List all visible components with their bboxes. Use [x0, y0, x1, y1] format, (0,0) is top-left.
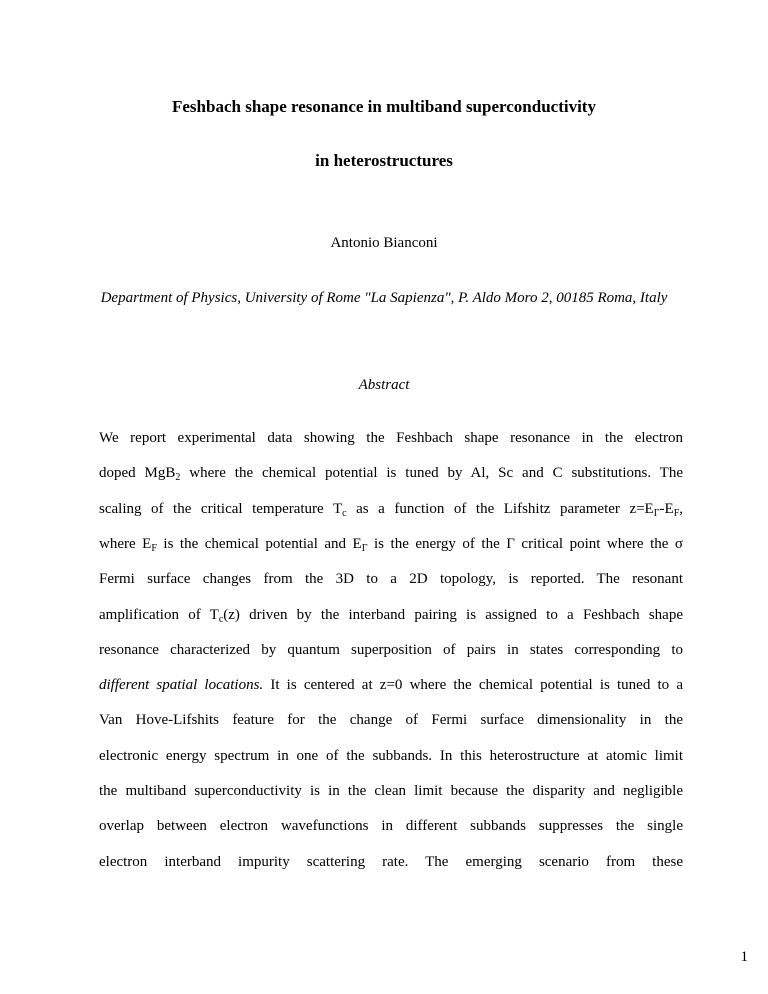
- abstract-heading: Abstract: [358, 377, 410, 393]
- abstract-line: overlap between electron wavefunctions in different subbands suppresses the single: [99, 818, 683, 835]
- abstract-line: resonance characterized by quantum superposition of pairs in states corresponding to: [99, 641, 683, 658]
- abstract-line: Van Hove-Lifshits feature for the change of Fermi surface dimensionality in the: [99, 712, 683, 729]
- abstract-line: amplification of $T_c(z)$ driven by the interband pairing is assigned to a Feshbach shape: [99, 606, 683, 625]
- abstract-line: where $E_F$ is the chemical potential and $E_\Gamma$ is the energy of the Γ critical point where the σ: [99, 535, 683, 554]
- abstract-line: electron interband impurity scattering rate. The emerging scenario from these: [99, 853, 683, 870]
- abstract-line: doped MgB$_2$ where the chemical potential is tuned by Al, Sc and C substitutions. The: [99, 465, 684, 484]
- abstract-line: electronic energy spectrum in one of the subbands. In this heterostructure at atomic limit: [99, 747, 683, 764]
- abstract-line: the multiband superconductivity is in the clean limit because the disparity and negligible: [99, 783, 683, 799]
- page-number: 1: [740, 949, 748, 965]
- abstract-line: different spatial locations. It is centered at z=0 where the chemical potential is tuned to a: [99, 677, 683, 694]
- paper-title-line-2: in heterostructures: [315, 151, 453, 170]
- paper-title-line-1: Feshbach shape resonance in multiband superconductivity: [172, 97, 596, 116]
- author-affiliation: Department of Physics, University of Rome "La Sapienza", P. Aldo Moro 2, 00185 Roma, Italy: [100, 290, 668, 306]
- abstract-line: Fermi surface changes from the 3D to a 2D topology, is reported. The resonant: [99, 571, 683, 588]
- abstract-line: We report experimental data showing the Feshbach shape resonance in the electron: [99, 430, 683, 446]
- author-name: Antonio Bianconi: [330, 235, 438, 251]
- abstract-line: scaling of the critical temperature $T_c$ as a function of the Lifshitz parameter $z=E_\Gamma-E_F$,: [99, 500, 683, 519]
